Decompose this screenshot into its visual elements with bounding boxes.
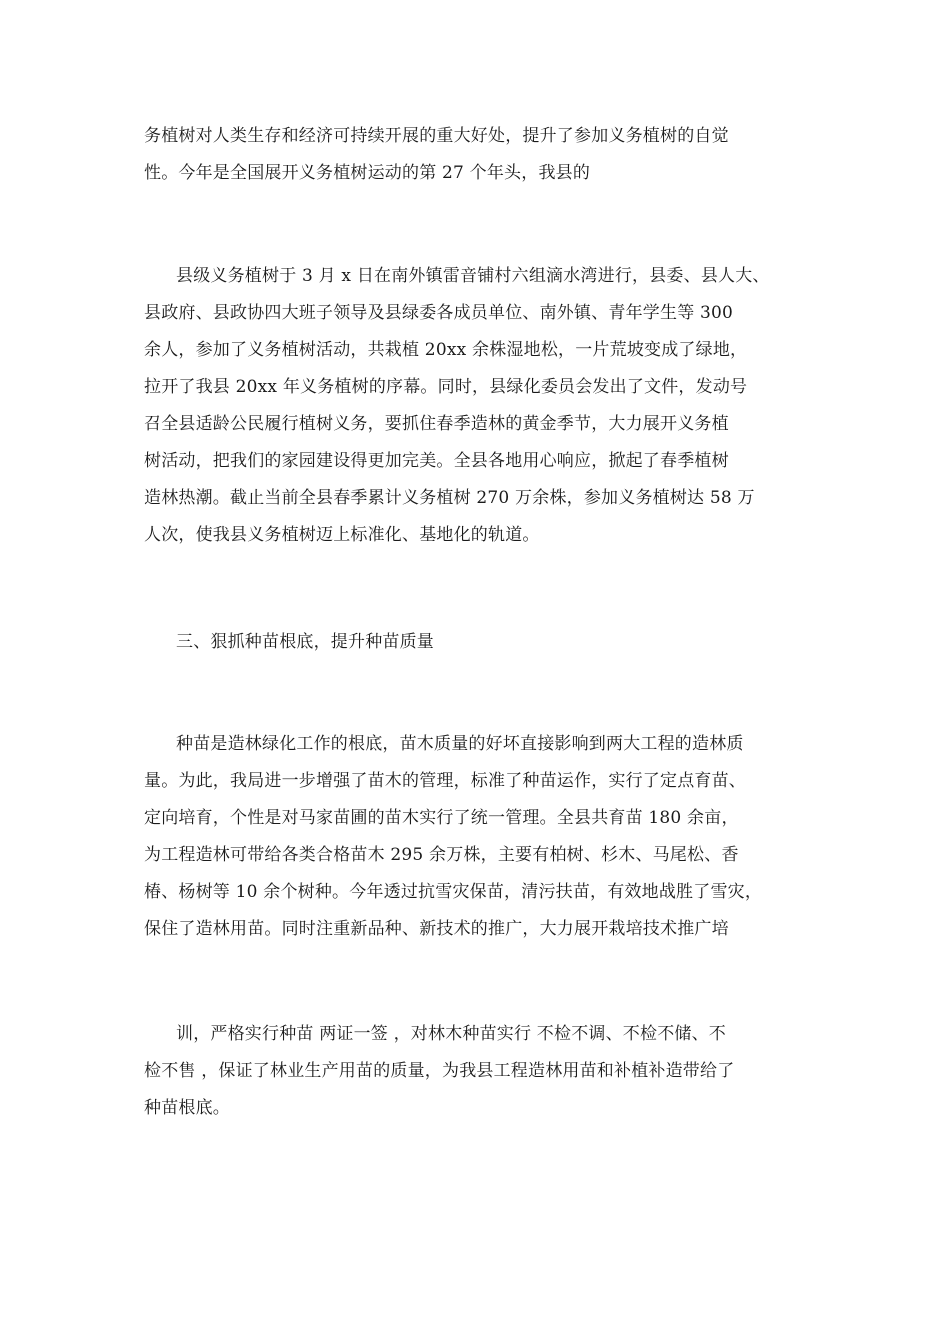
text-line: 量。为此，我局进一步增强了苗木的管理，标准了种苗运作，实行了定点育苗、 — [144, 771, 746, 791]
text-line: 人次，使我县义务植树迈上标准化、基地化的轨道。 — [144, 525, 540, 545]
text-line: 性。今年是全国展开义务植树运动的第 27 个年头，我县的 — [144, 163, 591, 183]
text-line: 保住了造林用苗。同时注重新品种、新技术的推广，大力展开栽培技术推广培 — [144, 919, 729, 939]
text-line: 县级义务植树于 3 月 x 日在南外镇雷音铺村六组滴水湾进行，县委、县人大、 — [176, 266, 770, 286]
text-line: 造林热潮。截止当前全县春季累计义务植树 270 万余株，参加义务植树达 58 万 — [144, 488, 755, 508]
text-line: 椿、杨树等 10 余个树种。今年透过抗雪灾保苗，清污扶苗，有效地战胜了雪灾， — [144, 882, 763, 902]
text-line: 定向培育，个性是对马家苗圃的苗木实行了统一管理。全县共育苗 180 余亩， — [144, 808, 739, 828]
text-line: 种苗是造林绿化工作的根底，苗木质量的好坏直接影响到两大工程的造林质 — [176, 734, 744, 754]
paragraph-seedlings — [144, 726, 816, 948]
text-line: 务植树对人类生存和经济可持续开展的重大好处，提升了参加义务植树的自觉 — [144, 126, 729, 146]
text-line: 拉开了我县 20xx 年义务植树的序幕。同时，县绿化委员会发出了文件，发动号 — [144, 377, 748, 397]
text-line: 余人，参加了义务植树活动，共栽植 20xx 余株湿地松，一片荒坡变成了绿地， — [144, 340, 748, 360]
paragraph-intro-continuation — [144, 118, 816, 192]
text-line: 训，严格实行种苗 两证一签 ，对林木种苗实行 不检不调、不检不储、不 — [176, 1024, 727, 1044]
text-line: 检不售 ，保证了林业生产用苗的质量，为我县工程造林用苗和补植补造带给了 — [144, 1061, 735, 1081]
paragraph-seedling-quality — [144, 1016, 816, 1127]
text-line: 召全县适龄公民履行植树义务，要抓住春季造林的黄金季节，大力展开义务植 — [144, 414, 729, 434]
section-heading-text: 三、狠抓种苗根底，提升种苗质量 — [176, 632, 434, 652]
text-line: 种苗根底。 — [144, 1098, 230, 1118]
text-line: 树活动，把我们的家园建设得更加完美。全县各地用心响应，掀起了春季植树 — [144, 451, 729, 471]
text-line: 为工程造林可带给各类合格苗木 295 余万株，主要有柏树、杉木、马尾松、香 — [144, 845, 739, 865]
paragraph-county-tree-planting — [144, 258, 816, 554]
text-line: 县政府、县政协四大班子领导及县绿委各成员单位、南外镇、青年学生等 300 — [144, 303, 734, 323]
section-heading — [144, 624, 816, 661]
